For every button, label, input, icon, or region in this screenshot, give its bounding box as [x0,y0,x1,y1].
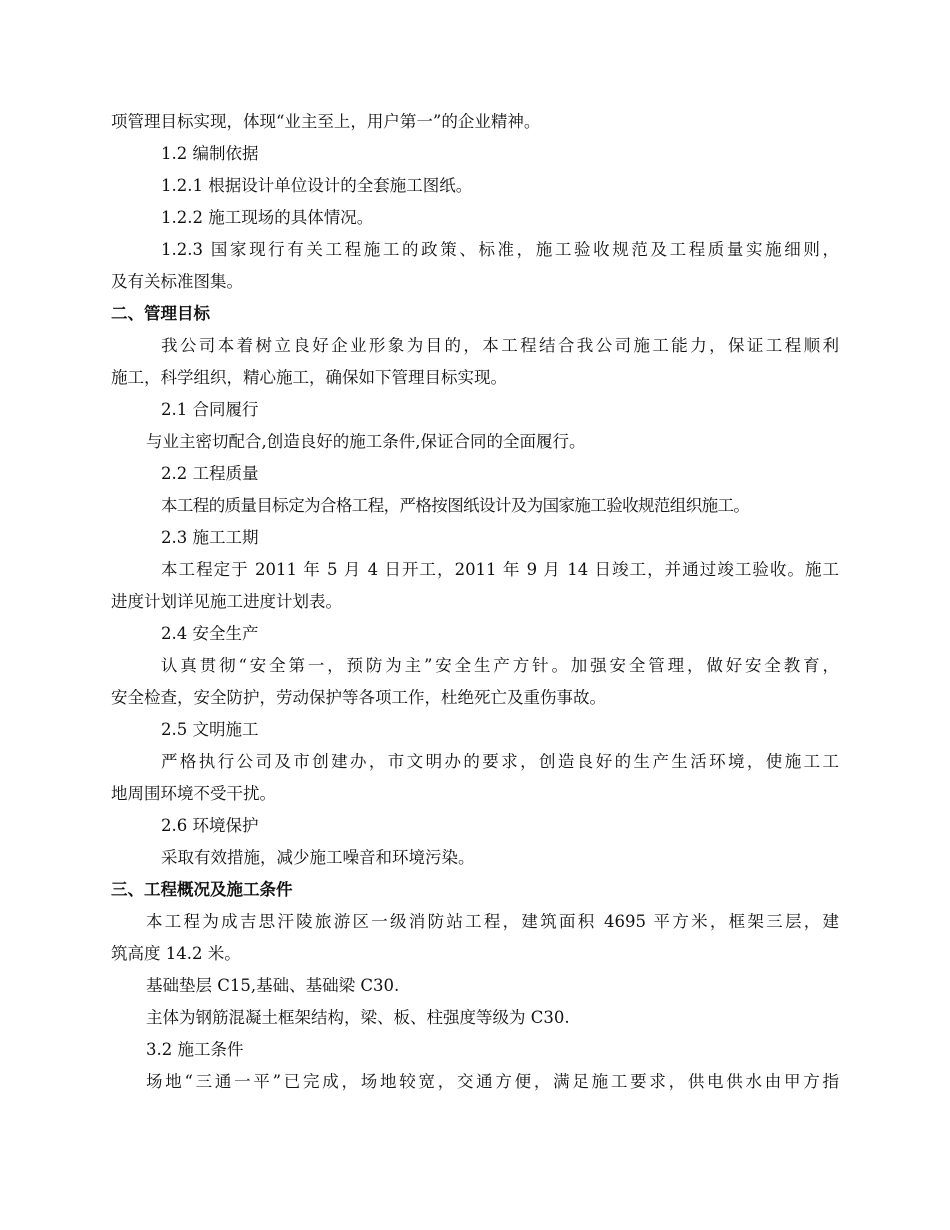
section-heading-1-2: 1.2 编制依据 [161,144,259,163]
section-heading-3-2: 3.2 施工条件 [146,1040,244,1059]
paragraph-line: 安全检查，安全防护，劳动保护等各项工作，杜绝死亡及重伤事故。 [111,688,606,707]
list-item-1-2-3: 1.2.3 国家现行有关工程施工的政策、标准，施工验收规范及工程质量实施细则， [161,240,839,259]
paragraph-line: 本工程定于 2011 年 5 月 4 日开工，2011 年 9 月 14 日竣工，并通过竣工验收。施工 [161,560,839,579]
paragraph-line: 筑高度 14.2 米。 [111,944,241,963]
paragraph-line: 严格执行公司及市创建办，市文明办的要求，创造良好的生产生活环境，使施工工 [161,752,839,771]
section-heading-2-6: 2.6 环境保护 [161,816,259,835]
section-heading-2-4: 2.4 安全生产 [161,624,259,643]
paragraph-line: 基础垫层 C15,基础、基础梁 C30. [146,976,400,995]
chapter-heading-2: 二、管理目标 [111,304,210,323]
section-heading-2-1: 2.1 合同履行 [161,400,259,419]
paragraph-line: 地周围环境不受干扰。 [111,784,276,803]
chapter-heading-3: 三、工程概况及施工条件 [111,880,293,899]
paragraph-line: 施工，科学组织，精心施工，确保如下管理目标实现。 [111,368,507,387]
section-heading-2-2: 2.2 工程质量 [161,464,259,483]
paragraph-line: 认真贯彻“安全第一，预防为主”安全生产方针。加强安全管理，做好安全教育， [161,656,839,675]
section-heading-2-3: 2.3 施工工期 [161,528,259,547]
paragraph-line: 主体为钢筋混凝土框架结构，梁、板、柱强度等级为 C30. [146,1008,570,1027]
paragraph-line: 本工程为成吉思汗陵旅游区一级消防站工程，建筑面积 4695 平方米，框架三层，建 [146,912,839,931]
list-item-1-2-2: 1.2.2 施工现场的具体情况。 [161,208,374,227]
paragraph-line: 及有关标准图集。 [111,272,243,291]
paragraph-line: 与业主密切配合,创造良好的施工条件,保证合同的全面履行。 [146,432,586,451]
section-heading-2-5: 2.5 文明施工 [161,720,259,739]
paragraph-line: 项管理目标实现，体现“业主至上，用户第一”的企业精神。 [111,112,541,131]
paragraph-line: 我公司本着树立良好企业形象为目的，本工程结合我公司施工能力，保证工程顺利 [161,336,839,355]
paragraph-line: 采取有效措施，减少施工噪音和环境污染。 [161,848,475,867]
paragraph-line: 本工程的质量目标定为合格工程，严格按图纸设计及为国家施工验收规范组织施工。 [161,496,750,515]
list-item-1-2-1: 1.2.1 根据设计单位设计的全套施工图纸。 [161,176,473,195]
paragraph-line: 场地“三通一平”已完成，场地较宽，交通方便，满足施工要求，供电供水由甲方指 [146,1072,839,1091]
paragraph-line: 进度计划详见施工进度计划表。 [111,592,342,611]
